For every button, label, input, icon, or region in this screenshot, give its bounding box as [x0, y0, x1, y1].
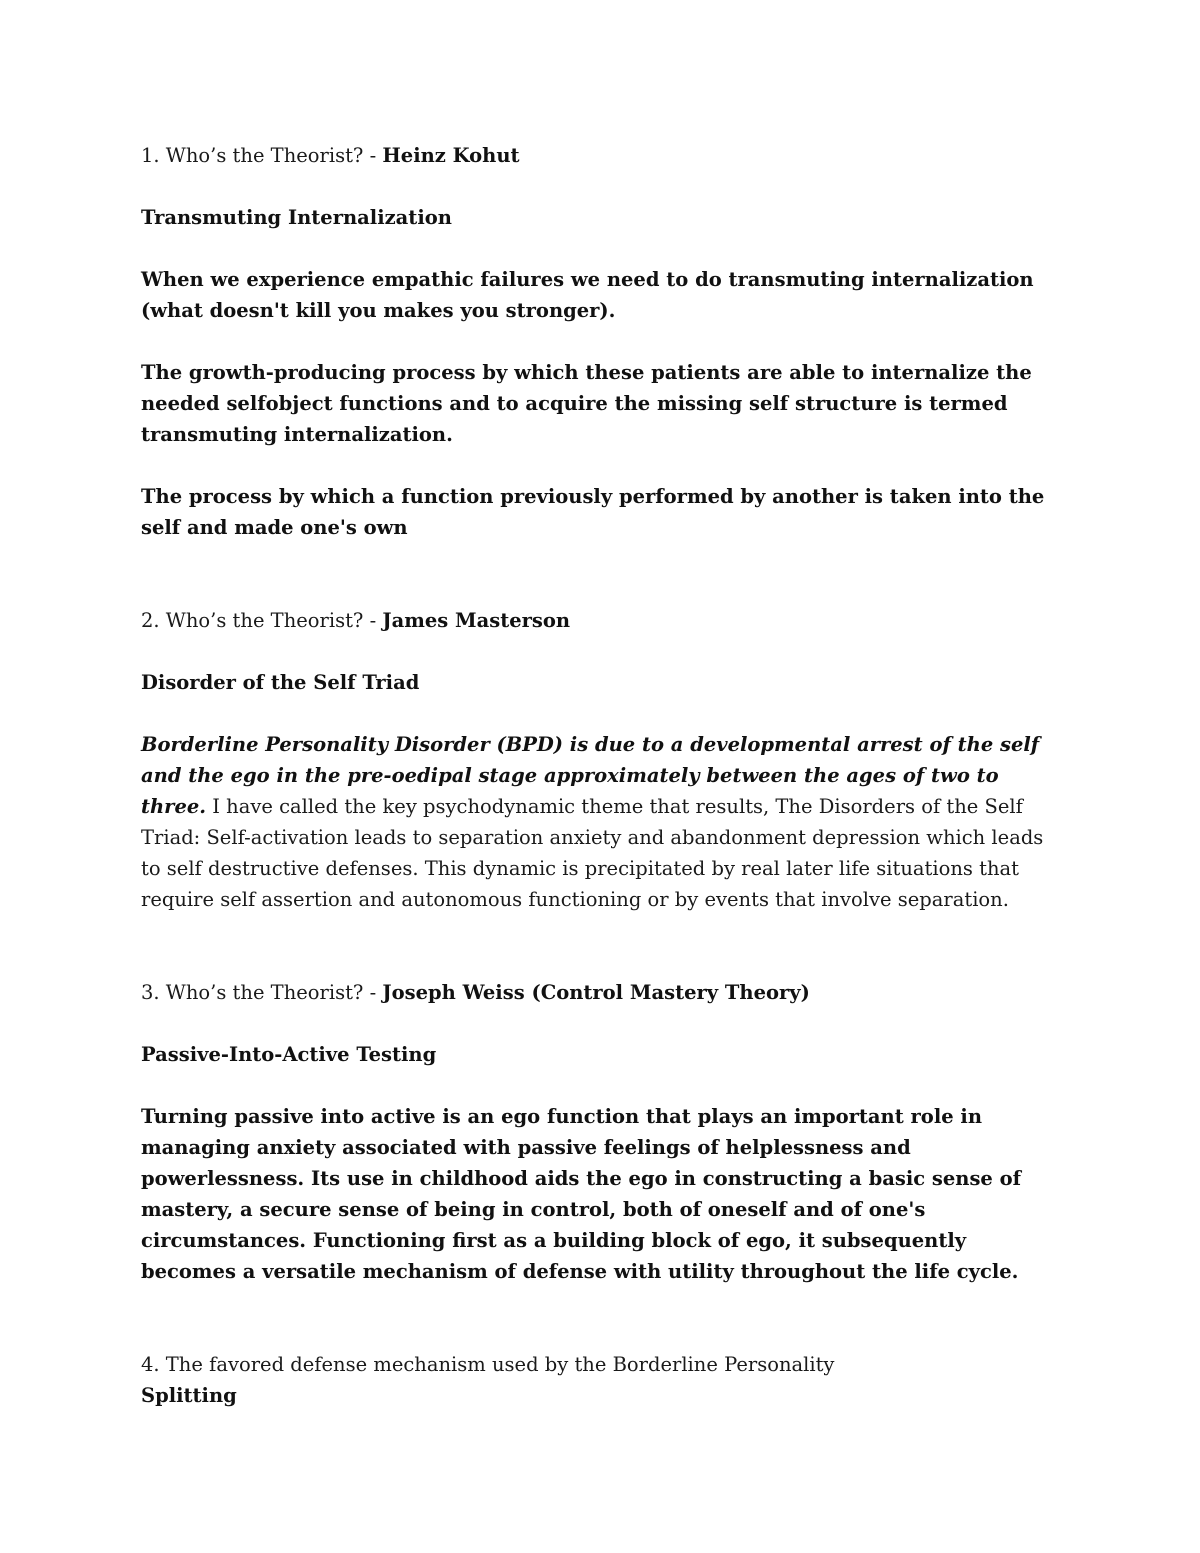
term-3: Passive-Into-Active Testing [141, 1043, 437, 1066]
question-4: 4. The favored defense mechanism used by the Borderline Personality [141, 1353, 835, 1376]
question-2-prefix: 2. Who’s the Theorist? - [141, 609, 383, 632]
section-1-paragraph-1: When we experience empathic failures we need to do transmuting internalization (what doesn't kill you makes you stronger). [141, 268, 1034, 322]
term-1: Transmuting Internalization [141, 206, 452, 229]
section-3-paragraph-1: Turning passive into active is an ego function that plays an important role in managing anxiety associated with passive feelings of helplessness and powerlessness. Its use in childhood aids the ego in constructing a basic sense of mastery, a secure sense of being in control, both of oneself and of one's circumstances. Functioning first as a building block of ego, it subsequently becomes a versatile mechanism of defense with utility throughout the life cycle. [141, 1105, 1022, 1283]
question-3-answer: Joseph Weiss (Control Mastery Theory) [382, 981, 810, 1004]
spacer [141, 1318, 1061, 1349]
question-4-answer: Splitting [141, 1384, 237, 1407]
term-2: Disorder of the Self Triad [141, 671, 420, 694]
question-3 [141, 977, 1061, 1008]
spacer [141, 946, 1061, 977]
section-1-paragraph-3: The process by which a function previously performed by another is taken into the self and made one's own [141, 485, 1045, 539]
section-2-body: I have called the key psychodynamic theme that results, The Disorders of the Self Triad: Self-activation leads to separation anxiety and abandonment depression which leads to self destructive defenses. This dynamic is precipitated by real later life situations that require self assertion and autonomous functioning or by events that involve separation. [141, 795, 1044, 911]
section-1-paragraph-2: The growth-producing process by which these patients are able to internalize the needed selfobject functions and to acquire the missing self structure is termed transmuting internalization. [141, 361, 1032, 446]
spacer [141, 574, 1061, 605]
question-1 [141, 140, 1061, 171]
question-1-answer: Heinz Kohut [382, 144, 520, 167]
question-2 [141, 605, 1061, 636]
question-1-prefix: 1. Who’s the Theorist? - [141, 144, 383, 167]
section-2-emphasis: Borderline Personality Disorder (BPD) is due to a developmental arrest of the self and the ego in the pre-oedipal stage approximately between the ages of two to three. [141, 733, 1040, 818]
section-2-paragraph [141, 729, 1061, 915]
question-2-answer: James Masterson [382, 609, 571, 632]
question-3-prefix: 3. Who’s the Theorist? - [141, 981, 383, 1004]
document-page [141, 140, 1061, 1411]
